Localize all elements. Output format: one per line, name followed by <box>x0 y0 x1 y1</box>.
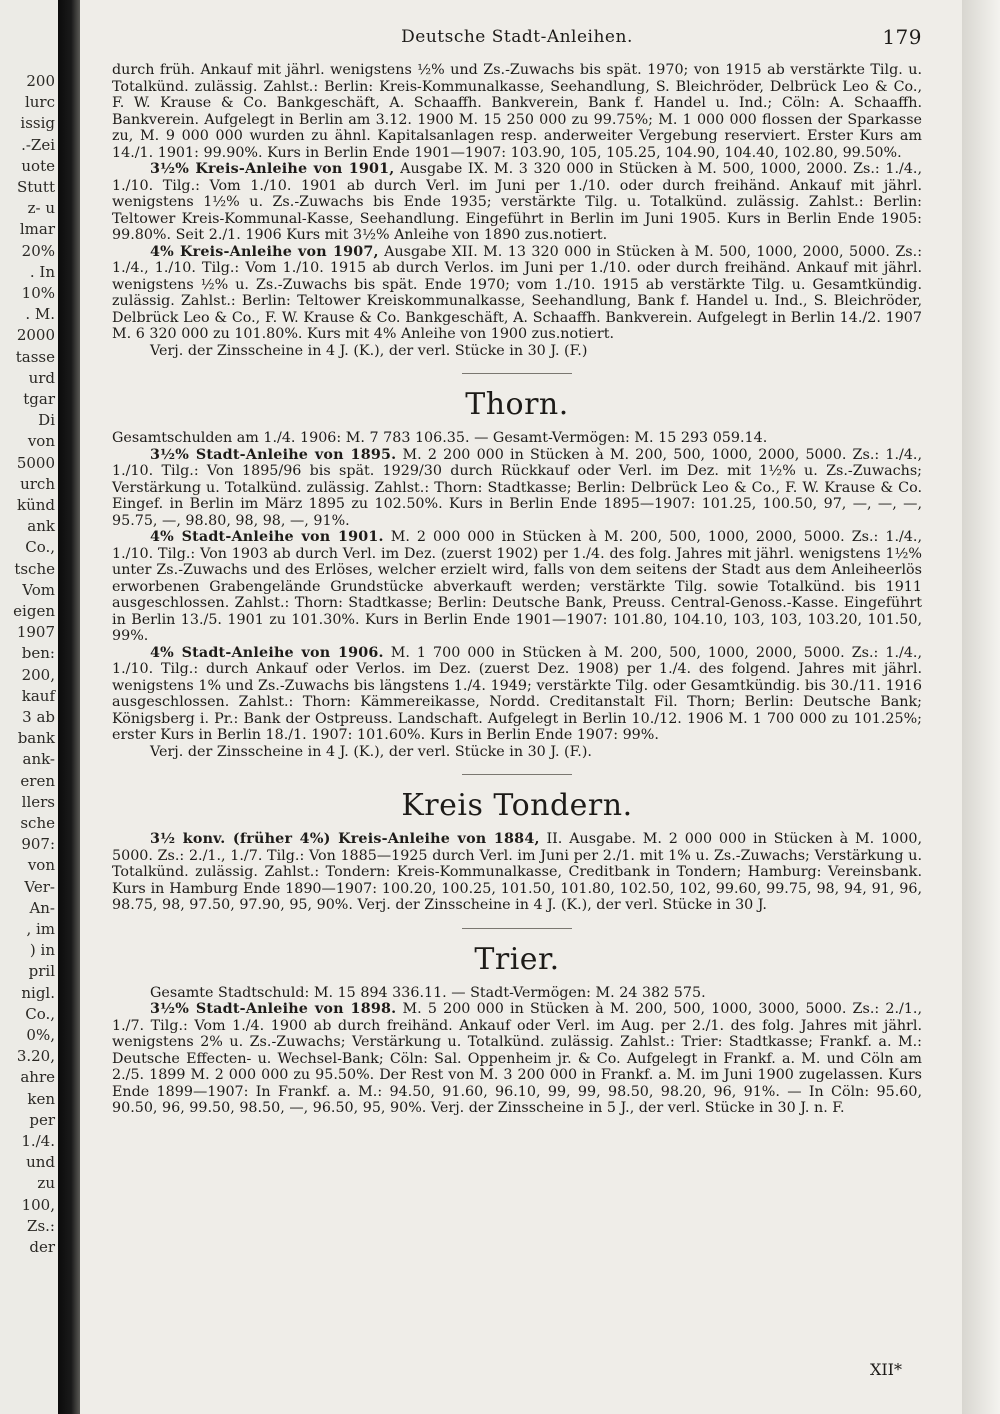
margin-fragment: z- u <box>27 199 55 218</box>
divider <box>462 928 572 929</box>
issue-title: 3½% Stadt-Anleihe von 1898. <box>150 1001 397 1017</box>
paragraph: durch früh. Ankauf mit jährl. wenigstens ½% und Zs.-Zuwachs bis spät. 1970; von 1915 ab verstärkte Tilg. u. Totalkünd. zulässig. Zahlst.: Berlin: Kreis-Kommunalkasse, Seehandlung, S. Bleichröder, Delbrück Leo & Co., F. W. Krause & Co. Bankgeschäft, A. Schaaffh. Bankverein, Bank f. Handel u. Ind.; Cöln: A. Schaaffh. Bankverein. Aufgelegt in Berlin am 3.12. 1900 M. 15 250 000 zu 99.75%; M. 1 000 000 flossen der Sparkasse zu, M. 9 000 000 wurden zu ähnl. Kapitalsanlagen resp. anderweiter Vergebung reserviert. Erster Kurs am 14./1. 1901: 99.90%. Kurs in Berlin Ende 1901—1907: 103.90, 105, 105.25, 104.90, 104.40, 102.80, 99.50%. <box>112 62 922 161</box>
margin-fragment: An- <box>29 898 55 917</box>
section-kreis-tondern <box>112 789 922 914</box>
margin-fragment: 907: <box>21 835 55 854</box>
paragraph <box>112 645 922 744</box>
margin-fragment: lurc <box>24 93 55 112</box>
margin-fragment: eigen <box>13 602 55 620</box>
margin-fragment: 3.20, <box>16 1047 55 1066</box>
margin-fragment: 1./4. <box>21 1132 55 1150</box>
paragraph <box>112 529 922 645</box>
margin-fragment: von <box>27 432 55 451</box>
section-heading: Kreis Tondern. <box>401 788 633 823</box>
paragraph <box>112 161 922 244</box>
margin-fragment: Vom <box>22 580 55 599</box>
margin-fragment: von <box>27 856 55 875</box>
section-trier <box>112 943 922 1117</box>
margin-fragment: 100, <box>21 1195 55 1214</box>
page-number: 179 <box>882 25 922 49</box>
issue-title: 4% Stadt-Anleihe von 1906. <box>150 644 384 661</box>
margin-fragment: issig <box>20 114 55 133</box>
margin-fragment: 10% <box>21 284 55 302</box>
margin-fragment: Co., <box>25 1004 55 1023</box>
issue-text: M. 5 200 000 in Stücken à M. 200, 500, 1000, 3000, 5000. Zs.: 2./1., 1./7. Tilg.: Vom 1./4. 1900 ab durch freihänd. Ankauf oder Verl. im Aug. per 2./1. des folg. Jahres mit jährl. wenigstens 2% u. Zs.-Zuwachs; Verstärkung u. Totalkünd. zulässig. Zahlst.: Trier: Stadtkasse; Frankf. a. M.: Deutsche Effecten- u. Wechsel-Bank; Cöln: Sal. Oppenheim jr. & Co. Aufgelegt in Frankf. a. M. und Cöln am 2./5. 1899 M. 2 000 000 zu 95.50%. Der Rest von M. 3 200 000 in Frankf. a. M. im Juni 1900 zugelassen. Kurs Ende 1899—1907: In Frankf. a. M.: 94.50, 91.60, 96.10, 99, 99, 98.50, 98.20, 96, 91%. — In Cöln: 95.60, 90.50, 96, 99.50, 98.50, —, 96.50, 95, 90%. Verj. der Zinsscheine in 5 J., der verl. Stücke in 30 J. n. F. <box>112 1001 923 1116</box>
margin-fragment: . In <box>29 262 55 281</box>
section-continued <box>112 62 922 359</box>
margin-fragment: Ver- <box>24 877 55 896</box>
margin-fragment: urd <box>28 368 55 387</box>
margin-fragment: Stutt <box>16 178 55 196</box>
issue-text: M. 2 200 000 in Stücken à M. 200, 500, 1000, 2000, 5000. Zs.: 1./4., 1./10. Tilg.: Von 1895/96 bis spät. 1929/30 durch Rückkauf oder Verl. im Dez. mit 1½% u. Zs.-Zuwachs; Verstärkung u. Totalkünd. zulässig. Zahlst.: Thorn: Stadtkasse; Berlin: Delbrück Leo & Co., F. W. Krause & Co. Eingef. in Berlin im März 1895 zu 102.50%. Kurs in Berlin Ende 1895—1907: 101.25, 100.50, 97, —, —, —, 95.75, —, 98.80, 98, 98, —, 91%. <box>112 446 923 529</box>
margin-fragment: 5000 <box>16 453 55 472</box>
margin-fragment: 20% <box>21 241 55 260</box>
margin-fragment: ank- <box>22 750 55 769</box>
margin-fragment: der <box>29 1238 55 1256</box>
page <box>80 0 962 1414</box>
margin-fragment: 200 <box>26 72 55 90</box>
margin-fragment: nigl. <box>21 983 55 1002</box>
margin-fragment: kauf <box>21 686 55 705</box>
margin-fragment: ahre <box>20 1068 55 1087</box>
margin-fragment: .-Zei <box>21 135 55 154</box>
margin-fragment: eren <box>20 771 55 790</box>
paragraph <box>112 244 922 343</box>
margin-fragment: uote <box>21 156 55 175</box>
running-header-title: Deutsche Stadt-Anleihen. <box>401 27 633 47</box>
issue-title: 3½ konv. (früher 4%) Kreis-Anleihe von 1884, <box>150 831 540 847</box>
margin-fragment: ank <box>27 517 55 536</box>
margin-fragment: 200, <box>21 665 55 684</box>
margin-fragment: bank <box>17 729 55 748</box>
margin-fragment: Di <box>38 411 55 430</box>
paragraph <box>112 447 922 530</box>
issue-text: II. Ausgabe. M. 2 000 000 in Stücken à M. 1000, 5000. Zs.: 2./1., 1./7. Tilg.: Von 1885—1925 durch Verl. im Juni per 2./1. mit 1% u. Zs.-Zuwachs; Verstärkung u. Totalkünd. zulässig. Zahlst.: Tondern: Kreis-Kommunalkasse, Creditbank in Tondern; Hamburg: Vereinsbank. Kurs in Hamburg Ende 1890—1907: 100.20, 100.25, 101.50, 101.80, 102.50, 102, 99.60, 99.75, 98, 94, 91, 96, 98.75, 98, 97.50, 97.90, 95, 90%. Verj. der Zinsscheine in 4 J. (K.), der verl. Stücke in 30 J. <box>112 831 922 913</box>
margin-fragment: pril <box>28 962 55 981</box>
issue-text: M. 1 700 000 in Stücken à M. 200, 500, 1000, 2000, 5000. Zs.: 1./4., 1./10. Tilg.: durch Ankauf oder Verlos. im Dez. (zuerst Dez. 1908) per 1./4. des folgend. Jahres mit jährl. wenigstens 1% und Zs.-Zuwachs bis längstens 1./4. 1949; verstärkte Tilg. oder Gesamtkündig. bis 30./11. 1916 ausgeschlossen. Zahlst.: Thorn: Kämmereikasse, Nordd. Creditanstalt Fil. Thorn; Berlin: Deutsche Bank; Königsberg i. Pr.: Bank der Ostpreuss. Landschaft. Aufgelegt in Berlin 10./12. 1906 M. 1 700 000 zu 101.25%; erster Kurs in Berlin 18./1. 1907: 101.60%. Kurs in Berlin Ende 1907: 99%. <box>112 644 923 743</box>
issue-text: Ausgabe IX. M. 3 320 000 in Stücken à M. 500, 1000, 2000. Zs.: 1./4., 1./10. Tilg.: Vom 1./10. 1901 ab durch Verl. im Juni per 1./10. oder durch freihänd. Ankauf mit jährl. wenigstens 1½% u. Zs.-Zuwachs bis Ende 1935; verstärkte Tilg. u. Totalkünd. zulässig. Zahlst.: Berlin: Teltower Kreis-Kommunal-Kasse, Seehandlung. Eingeführt in Berlin im Juni 1905. Kurs in Berlin Ende 1905: 99.80%. Seit 2./1. 1906 Kurs mit 3½% Anleihe von 1890 zus.notiert. <box>112 161 923 243</box>
margin-fragment: sche <box>20 814 55 832</box>
margin-fragment: 3 ab <box>22 708 55 726</box>
running-header <box>112 22 922 62</box>
section-thorn <box>112 388 922 760</box>
paragraph: Verj. der Zinsscheine in 4 J. (K.), der verl. Stücke in 30 J. (F.) <box>150 342 588 359</box>
margin-fragment: ) in <box>29 941 55 960</box>
margin-fragment: Co., <box>25 538 55 557</box>
margin-fragment: . M. <box>25 305 55 324</box>
issue-text: Ausgabe XII. M. 13 320 000 in Stücken à M. 500, 1000, 2000, 5000. Zs.: 1./4., 1./10. Tilg.: Vom 1./10. 1915 ab durch Verlos. im Juni per 1./10. oder durch freihänd. Ankauf mit jährl. wenigstens ½% u. Zs.-Zuwachs bis spät. Ende 1970; vom 1./10. 1915 ab verstärkte Tilg. u. Gesamtkündig. zulässig. Zahlst.: Berlin: Teltower Kreiskommunalkasse, Seehandlung, Bank f. Handel u. Ind., S. Bleichröder, Delbrück Leo & Co., F. W. Krause & Co. Bankgeschäft, A. Schaaffh. Bankverein. Aufgelegt in Berlin 14./2. 1907 M. 6 320 000 zu 101.80%. Kurs mit 4% Anleihe von 1900 zus.notiert. <box>112 243 923 342</box>
issue-title: 4% Kreis-Anleihe von 1907, <box>150 243 379 260</box>
margin-fragment: 0%, <box>26 1026 55 1044</box>
issue-title: 3½% Kreis-Anleihe von 1901, <box>150 161 395 177</box>
paragraph: Verj. der Zinsscheine in 4 J. (K.), der verl. Stücke in 30 J. (F.). <box>150 743 592 760</box>
margin-fragment: künd <box>16 496 55 514</box>
margin-fragment: ben: <box>21 644 55 663</box>
margin-fragment: tgar <box>23 390 55 408</box>
binding-gutter <box>58 0 80 1414</box>
page-content <box>112 22 922 1117</box>
issue-title: 3½% Stadt-Anleihe von 1895. <box>150 446 397 463</box>
section-summary: Gesamte Stadtschuld: M. 15 894 336.11. — Stadt-Vermögen: M. 24 382 575. <box>150 984 706 1001</box>
margin-fragment: tsche <box>14 559 55 578</box>
issue-title: 4% Stadt-Anleihe von 1901. <box>150 529 384 545</box>
margin-fragment: , im <box>26 920 55 938</box>
margin-fragment: ken <box>27 1089 55 1108</box>
margin-fragment: 2000 <box>16 326 55 345</box>
margin-fragment: lmar <box>19 220 55 239</box>
paragraph <box>112 1001 922 1117</box>
divider <box>462 774 572 775</box>
margin-fragment: urch <box>20 474 55 493</box>
margin-fragment: per <box>29 1110 55 1129</box>
section-summary: Gesamtschulden am 1./4. 1906: M. 7 783 106.35. — Gesamt-Vermögen: M. 15 293 059.14. <box>112 430 768 446</box>
paragraph <box>112 831 922 914</box>
right-page-edge <box>962 0 1000 1414</box>
section-heading: Trier. <box>474 941 560 977</box>
margin-fragment: 1907 <box>16 623 55 642</box>
margin-fragment: zu <box>37 1174 55 1193</box>
margin-fragment: und <box>26 1153 55 1172</box>
section-heading: Thorn. <box>465 387 569 422</box>
facing-page-edge <box>0 0 58 1414</box>
divider <box>462 373 572 374</box>
signature-mark: XII* <box>869 1360 902 1379</box>
margin-fragment: llers <box>21 792 55 811</box>
margin-fragment: tasse <box>15 347 55 366</box>
issue-text: M. 2 000 000 in Stücken à M. 200, 500, 1000, 2000, 5000. Zs.: 1./4., 1./10. Tilg.: Von 1903 ab durch Verl. im Dez. (zuerst 1902) per 1./4. des folg. Jahres mit jährl. wenigstens 1½% unter Zs.-Zuwachs und des Erlöses, welcher erzielt wird, falls von dem seitens der Stadt aus dem Anleiheerlös erworbenen Grabengelände Grundstücke abverkauft werden; verstärkte Tilg. sowie Totalkünd. bis 1911 ausgeschlossen. Zahlst.: Thorn: Stadtkasse; Berlin: Deutsche Bank, Preuss. Central-Genoss.-Kasse. Eingeführt in Berlin 13./5. 1901 zu 101.30%. Kurs in Berlin Ende 1901—1907: 101.80, 104.10, 103, 103, 103.20, 101.50, 99%. <box>112 529 923 644</box>
margin-fragment: Zs.: <box>27 1216 55 1235</box>
